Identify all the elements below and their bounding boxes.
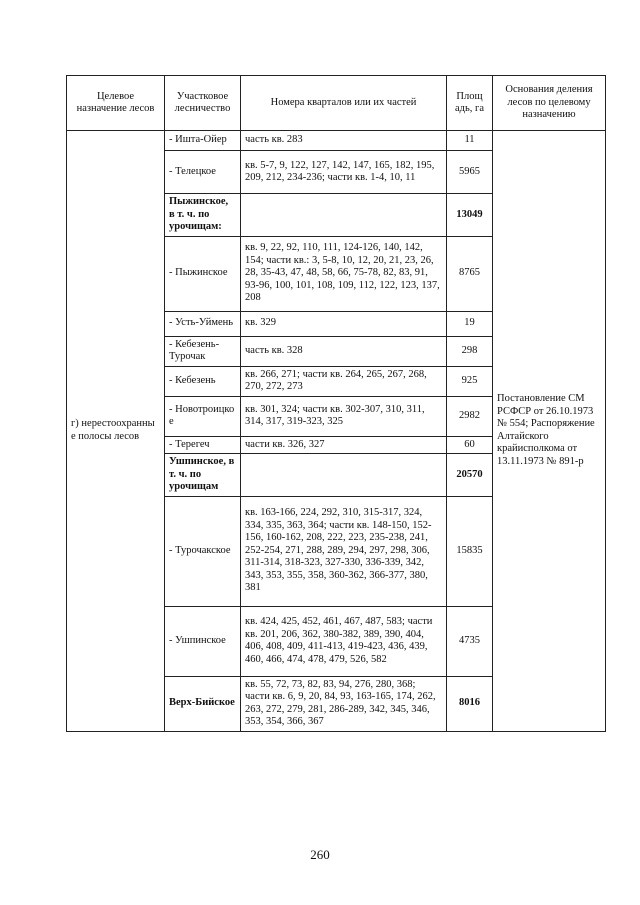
quarters-cell: кв. 301, 324; части кв. 302-307, 310, 311, 314, 317, 319-323, 325 <box>241 396 447 436</box>
quarters-cell: часть кв. 283 <box>241 131 447 151</box>
forestry-cell: - Терегеч <box>165 436 241 454</box>
area-cell: 298 <box>447 336 493 366</box>
area-cell: 5965 <box>447 151 493 194</box>
forestry-cell: - Усть-Уймень <box>165 311 241 336</box>
purpose-cell: г) нерестоохранны е полосы лесов <box>67 131 165 732</box>
quarters-cell: кв. 329 <box>241 311 447 336</box>
area-cell: 60 <box>447 436 493 454</box>
header-area: Площ адь, га <box>447 76 493 131</box>
forest-purpose-table <box>66 75 606 732</box>
area-cell: 4735 <box>447 606 493 676</box>
forestry-cell: - Кебезень <box>165 366 241 396</box>
forestry-cell: Верх-Бийское <box>165 676 241 731</box>
area-cell: 925 <box>447 366 493 396</box>
quarters-cell: кв. 55, 72, 73, 82, 83, 94, 276, 280, 368; части кв. 6, 9, 20, 84, 93, 163-165, 174, 262, 263, 272, 279, 281, 286-289, 342, 345, 346, 353, 354, 366, 367 <box>241 676 447 731</box>
quarters-cell: кв. 9, 22, 92, 110, 111, 124-126, 140, 142, 154; части кв.: 3, 5-8, 10, 12, 20, 21, 23, 26, 28, 35-43, 47, 48, 58, 66, 75-78, 82, 83, 91, 93-96, 100, 101, 108, 109, 112, 122, 123, 137, 208 <box>241 236 447 311</box>
quarters-cell: кв. 266, 271; части кв. 264, 265, 267, 268, 270, 272, 273 <box>241 366 447 396</box>
area-cell: 20570 <box>447 454 493 497</box>
header-purpose: Целевое назначение лесов <box>67 76 165 131</box>
area-cell: 8765 <box>447 236 493 311</box>
quarters-cell: кв. 163-166, 224, 292, 310, 315-317, 324, 334, 335, 363, 364; части кв. 148-150, 152-156, 160-162, 208, 222, 223, 235-238, 241, 252-254, 271, 288, 289, 294, 297, 298, 306, 311-314, 318-323, 327-330, 336-339, 342, 343, 353, 355, 358, 360-362, 366-377, 380, 381 <box>241 496 447 606</box>
forestry-cell: - Пыжинское <box>165 236 241 311</box>
area-cell: 2982 <box>447 396 493 436</box>
quarters-cell <box>241 194 447 237</box>
header-quarters: Номера кварталов или их частей <box>241 76 447 131</box>
forestry-cell: - Телецкое <box>165 151 241 194</box>
area-cell: 8016 <box>447 676 493 731</box>
area-cell: 19 <box>447 311 493 336</box>
forestry-cell: - Ушпинское <box>165 606 241 676</box>
header-forestry: Участковое лесничество <box>165 76 241 131</box>
area-cell: 15835 <box>447 496 493 606</box>
area-cell: 11 <box>447 131 493 151</box>
forestry-cell: - Кебезень-Турочак <box>165 336 241 366</box>
table-header-row <box>67 76 606 131</box>
forestry-cell: Пыжинское, в т. ч. по урочищам: <box>165 194 241 237</box>
forestry-cell: - Ишта-Ойер <box>165 131 241 151</box>
header-basis: Основания деления лесов по целевому назначению <box>493 76 606 131</box>
table-row <box>67 131 606 151</box>
page-number: 260 <box>310 847 330 862</box>
quarters-cell: части кв. 326, 327 <box>241 436 447 454</box>
quarters-cell: часть кв. 328 <box>241 336 447 366</box>
forestry-cell: - Новотроицко е <box>165 396 241 436</box>
quarters-cell: кв. 424, 425, 452, 461, 467, 487, 583; части кв. 201, 206, 362, 380-382, 389, 390, 404, 406, 408, 409, 411-413, 419-423, 436, 439, 460, 466, 474, 478, 479, 526, 582 <box>241 606 447 676</box>
area-cell: 13049 <box>447 194 493 237</box>
quarters-cell <box>241 454 447 497</box>
basis-cell: Постановление СМ РСФСР от 26.10.1973 № 554; Распоряжение Алтайского крайисполкома от 13.11.1973 № 891-р <box>493 131 606 732</box>
quarters-cell: кв. 5-7, 9, 122, 127, 142, 147, 165, 182, 195, 209, 212, 234-236; части кв. 1-4, 10, 11 <box>241 151 447 194</box>
forestry-cell: Ушпинское, в т. ч. по урочищам <box>165 454 241 497</box>
forestry-cell: - Турочакское <box>165 496 241 606</box>
